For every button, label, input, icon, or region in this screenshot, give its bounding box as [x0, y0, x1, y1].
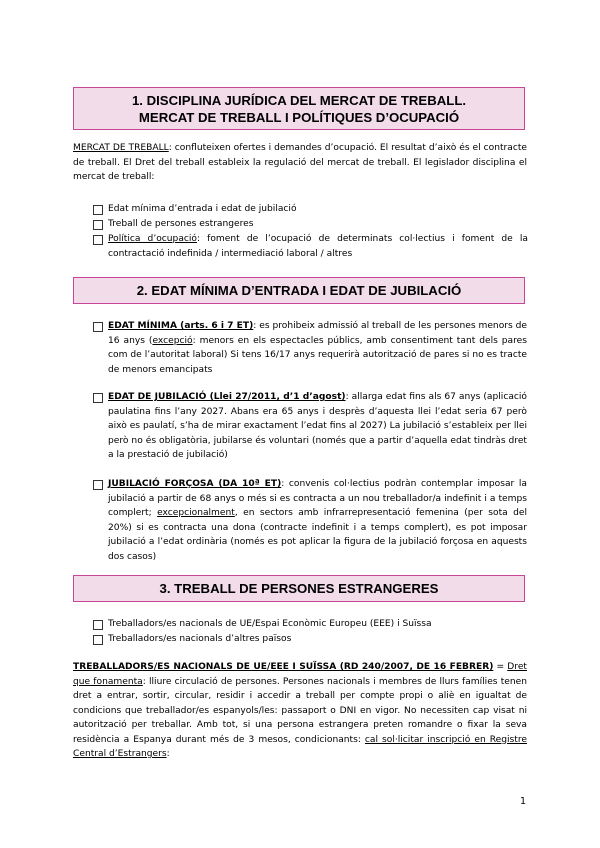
intro-text: : confluteixen ofertes i demandes d’ocupació. El resultat d’això és el contracte de treball. El Dret del treball estableix la regulació del mercat de treball. El legislador disciplina el mercat de treball:	[73, 143, 527, 182]
list-item-text: Treballadors/es nacionals de UE/Espai Econòmic Europeu (EEE) i Suïssa	[108, 619, 432, 629]
section-2-title: 2. EDAT MÍNIMA D’ENTRADA I EDAT DE JUBILACIÓ	[136, 283, 462, 298]
checkbox[interactable]	[93, 480, 103, 490]
page-number: 1	[520, 796, 527, 807]
checkbox[interactable]	[93, 620, 103, 630]
list-item-term: EDAT DE JUBILACIÓ (Llei 27/2011, d’1 d’agost)	[108, 392, 346, 402]
list-item-text: : foment de l’ocupació de determinats col·lectius i foment de la contractació indefinida / intermediació laboral / altres	[108, 234, 528, 259]
list-item-text: , en sectors amb infrarrepresentació femenina (per sota del 20%) si es contracta una dona (contracte indefinit i a temps complert), es pot imposar jubilació a l’edat ordinària (només es pot aplicar la figura de la jubilació forçosa en aquests dos casos)	[108, 508, 527, 562]
list-item-term: JUBILACIÓ FORÇOSA (DA 10ª ET)	[108, 479, 282, 489]
list-item	[108, 617, 528, 632]
list-item	[108, 232, 528, 261]
exception-link: excepcionalment	[157, 508, 235, 518]
list-item-edat-minima	[108, 319, 527, 377]
section-1-heading	[73, 87, 525, 130]
checkbox[interactable]	[93, 393, 103, 403]
checkbox[interactable]	[93, 635, 103, 645]
section-3-heading	[73, 575, 525, 602]
list-item-term: Política d’ocupació	[108, 234, 197, 244]
checkbox[interactable]	[93, 235, 103, 245]
eu-workers-paragraph	[73, 660, 527, 762]
list-item-text: : allarga edat fins als 67 anys (aplicació paulatina fins l’any 2027. Abans era 65 anys i desprès d’aquesta llei l’edat seria 67 però això es paulatí, s’ha de mirar exactament l’edat fins al 2027) La jubilació s’estableix per llei però no és obligatòria, jubilarse és voluntari (només que a partir d’aquella edat tindràs dret a la prestació de jubilació)	[108, 392, 527, 460]
list-item-text: : menors en els espectacles públics, amb consentiment tant dels pares com de l’autoritat laboral) Si tens 16/17 anys requerirà autorització de pares si no es tracte de menors emancipats	[108, 335, 527, 375]
section-1-title-line1: 1. DISCIPLINA JURÍDICA DEL MERCAT DE TREBALL.	[131, 93, 467, 108]
list-item	[108, 632, 528, 647]
list-item	[108, 217, 528, 232]
exception-link: excepció	[152, 335, 193, 346]
intro-term: MERCAT DE TREBALL	[73, 143, 169, 153]
registre-link: cal sol·licitar inscripció en Registre Central d’Estrangers	[73, 734, 527, 759]
equals-text: =	[493, 662, 508, 672]
checkbox[interactable]	[93, 205, 103, 215]
section-2-heading	[73, 277, 525, 304]
checkbox[interactable]	[93, 322, 103, 332]
paragraph-text: : lliure circulació de persones. Persones nacionals i membres de llurs famílies tenen dret a entrar, sortir, circular, residir i accedir a treball per compte propi o aliè en igualtat de condicions que treballador/es espanyols/les: passaport o DNI en vigor. No necessiten cap visat ni autorització per treballar. Amb tot, si una persona estrangera preten romandre o fixar la seva residència a Espanya durant més de 3 mesos, condicionants:	[73, 676, 527, 745]
list-item-edat-jubilacio	[108, 390, 527, 463]
list-item-text: Treballadors/es nacionals d’altres països	[108, 634, 292, 644]
list-item-text: Treball de persones estrangeres	[108, 219, 254, 229]
list-item-jubilacio-forcosa	[108, 477, 527, 564]
list-item-text: : convenis col·lectius podràn contemplar imposar la jubilació a partir de 68 anys o més si es contracta a un nou treballador/a indefinit i a temps complert;	[108, 479, 527, 518]
list-item	[108, 202, 528, 217]
list-item-text: : es prohibeix admissió al treball de les persones menors de 16 anys (	[108, 321, 528, 346]
paragraph-end: :	[166, 749, 170, 759]
section-1-title-line2: MERCAT DE TREBALL I POLÍTIQUES D’OCUPACIÓ	[138, 110, 460, 125]
list-item-term: EDAT MÍNIMA (arts. 6 i 7 ET)	[108, 321, 254, 331]
list-item-text: Edat mínima d’entrada i edat de jubilació	[108, 204, 297, 214]
section-3-title: 3. TREBALL DE PERSONES ESTRANGERES	[159, 581, 439, 596]
checkbox[interactable]	[93, 220, 103, 230]
intro-paragraph	[73, 141, 527, 185]
eu-workers-term: TREBALLADORS/ES NACIONALS DE UE/EEE I SUÏSSA (RD 240/2007, DE 16 FEBRER)	[73, 662, 494, 672]
dret-link: Dret que fonamenta	[73, 662, 527, 687]
